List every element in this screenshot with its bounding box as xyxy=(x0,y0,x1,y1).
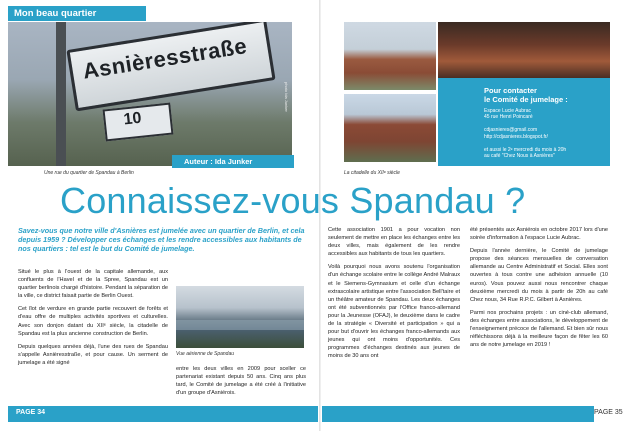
house-number-text: 10 xyxy=(122,109,143,129)
caption-aerial: Vue aérienne de Spandau xyxy=(176,351,235,357)
article-title: Connaissez-vous Spandau ? xyxy=(60,180,526,221)
footer-bar-right xyxy=(322,406,594,422)
contact-title-line1: Pour contacter xyxy=(484,86,537,95)
contact-meeting-line2: au café "Chez Nous à Asnières" xyxy=(484,153,555,159)
contact-email[interactable]: cdjasnieres@gmail.com xyxy=(484,127,538,133)
paragraph: été présentés aux Asniérois en octobre 2017 lors d'une soirée d'information à l'espace Lucie Aubrac. xyxy=(470,227,608,242)
paragraph: entre les deux villes en 2009 pour sceller ce partenariat existant depuis 50 ans. Cinq ans plus tard, le Comité de jumelage a été créé à l'initiative d'un groupe d'Asniérois. xyxy=(176,366,306,397)
house-number-sign xyxy=(103,103,174,142)
citadel-photo-1 xyxy=(344,22,436,90)
author-bar: Auteur : Ida Junker xyxy=(172,155,294,168)
page-number-right: PAGE 35 xyxy=(594,409,623,416)
column-1 xyxy=(18,268,168,372)
column-3 xyxy=(328,226,460,366)
caption-sign-photo: Une rue du quartier de Spandau à Berlin xyxy=(44,170,134,176)
paragraph: Parmi nos prochains projets : un ciné-club allemand, des échanges entre associations, le développement de l'enseignement précoce de l'allemand. Et bien sûr nous réfléchissons déjà à la meilleure façon de fêter les 60 ans de notre jumelage en 2019 ! xyxy=(470,309,608,349)
caption-citadel: La citadelle du XIIᵉ siècle xyxy=(344,170,400,176)
contact-address1: Espace Lucie Aubrac xyxy=(484,108,531,114)
photo-credit: photo Ida Junker xyxy=(284,82,289,112)
page-number-left: PAGE 34 xyxy=(16,409,46,416)
river-shape xyxy=(176,320,304,330)
contact-blog-link[interactable]: http://cdjasnieres.blogspot.fr/ xyxy=(484,134,548,140)
contact-title-line2: le Comité de jumelage : xyxy=(484,95,568,104)
sign-pole xyxy=(56,22,66,166)
paragraph: Cet îlot de verdure en grande partie recouvert de forêts et d'eau offre de multiples activités sportives et culturelles. Avec son donjon datant du XIIᵉ siècle, la citadelle de Spandau est la plus ancienne construction de Berlin. xyxy=(18,306,168,337)
cafe-photo xyxy=(438,22,610,78)
paragraph: Depuis quelques années déjà, l'une des rues de Spandau s'appelle Asnièresstraße, et pour cause. Un serment de jumelage a été signé xyxy=(18,343,168,366)
aerial-photo xyxy=(176,286,304,348)
paragraph: Depuis l'année dernière, le Comité de jumelage propose des séances mensuelles de conversation allemande au Centre Administratif et Social. Elles sont ouvertes à tous contre une adhésion annuelle (10 euros). Vous pouvez aussi nous rencontrer chaque deuxième mercredi du mois à partir de 20h au café Chez nous, 34 Rue R.P.C. Gilbert à Asnières. xyxy=(470,248,608,303)
street-sign-text: Asnièresstraße xyxy=(80,33,249,84)
column-4 xyxy=(470,226,608,354)
contact-title xyxy=(484,86,568,104)
paragraph: Cette association 1901 a pour vocation non seulement de mettre en place les échanges entre les deux villes, mais également de les rendre accessibles aux habitants de tous les quartiers. xyxy=(328,227,460,258)
column-2 xyxy=(176,365,306,402)
citadel-photo-2 xyxy=(344,94,436,162)
street-sign xyxy=(66,22,275,111)
section-tab: Mon beau quartier xyxy=(8,6,146,21)
paragraph: Voilà pourquoi nous avons soutenu l'organisation d'un échange scolaire entre le collège André Malraux et le Siemens-Gymnasium et celle d'un échange extrascolaire artistique entre l'association Bell'taire et un théâtre amateur de Spandau. Les deux échanges ont été subventionnés par l'Office franco-allemand pour la Jeunesse (OFAJ), le deuxième dans le cadre de la stratégie « Diversité et participation » qui a pour but d'ouvrir les échanges franco-allemands aux jeunes qui ont moins d'opportunités. Ces programmes d'échanges destinés aux jeunes de moins de 30 ans ont xyxy=(328,264,460,360)
footer-bar-left xyxy=(8,406,318,422)
contact-address2: 45 rue Henri Poincaré xyxy=(484,114,533,120)
street-sign-photo xyxy=(8,22,292,166)
contact-meeting-line1: et aussi le 2ᵉ mercredi du mois à 20h xyxy=(484,147,567,153)
paragraph: Situé le plus à l'ouest de la capitale allemande, aux confluents de l'Havel et de la Spree, Spandau est un quartier berlinois chargé d'histoire. Pendant la séparation de la ville, ce district faisait partie de Berlin Ouest. xyxy=(18,269,168,300)
article-intro: Savez-vous que notre ville d'Asnières est jumelée avec un quartier de Berlin, et cela depuis 1959 ? Développer ces échanges et les rendre accessibles aux habitants de nos quartiers : tel est le but du Comité de jumelage. xyxy=(18,226,305,253)
